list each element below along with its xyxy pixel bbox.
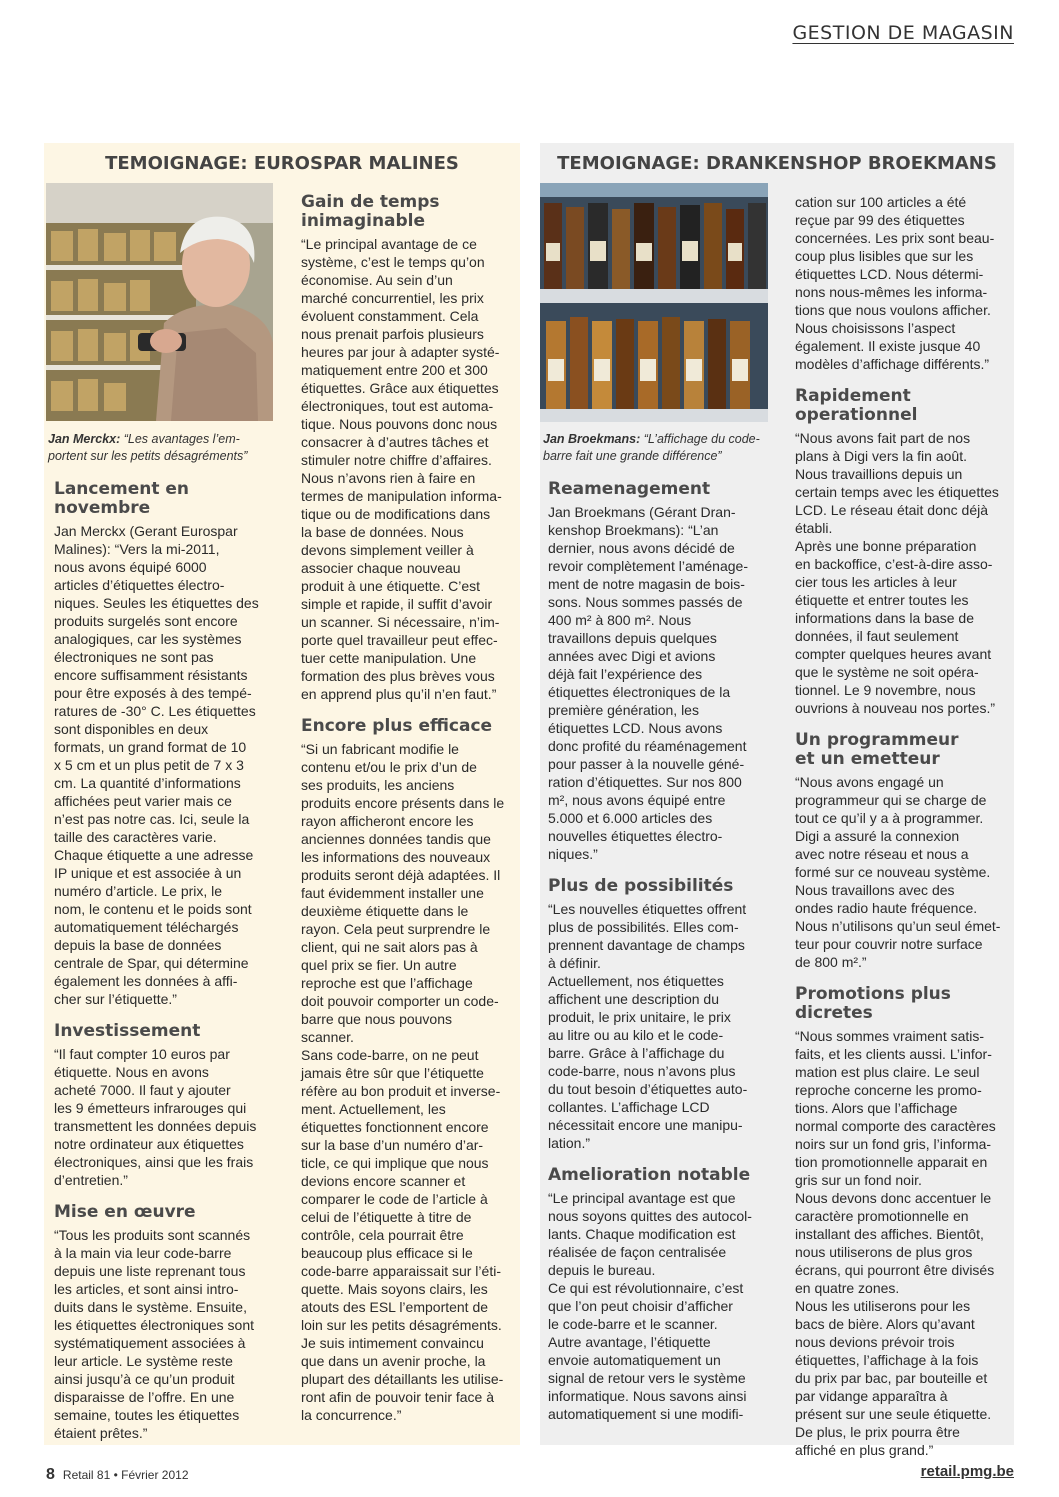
paragraph-reamenagement: Jan Broekmans (Gérant Dran- kenshop Broekmans): “L’an dernier, nous avons décidé de revoir complètement l’aménage- ment de notre magasin de bois- sons. Nous sommes passés de 400 m² à 800 m². Nous travaillons depuis quelques années avec Digi et avions déjà fait l’expérience des étiquettes électroniques de la première génération, les étiquettes LCD. Nous avons donc profité du réaménagement pour passer à la nouvelle géné- ration d’étiquettes. Sur nos 800 m², nous avons équipé entre 5.000 et 6.000 articles des nouvelles étiquettes électro- niques.” (548, 504, 748, 862)
section-label: GESTION DE MAGASIN (792, 22, 1014, 44)
panel-title: TEMOIGNAGE: EUROSPAR MALINES (105, 153, 459, 174)
left-column-1 (54, 480, 276, 1442)
heading-reamenagement: Reamenagement (548, 479, 711, 499)
paragraph-investissement: “Il faut compter 10 euros par étiquette. Nous en avons acheté 7000. Il faut y ajouter les 9 émetteurs infrarouges qui transmettent les données depuis notre ordinateur aux étiquettes électroniques, ainsi que les frais d’entretien.” (54, 1046, 257, 1188)
testimonial-drankenshop (540, 143, 1014, 1458)
heading-encore-plus-efficace: Encore plus efficace (301, 716, 493, 736)
paragraph-rapidement-operationnel: “Nous avons fait part de nos plans à Digi vers la fin août. Nous travaillions depuis un certain temps avec les étiquettes LCD. Le réseau était donc déjà établi. Après une bonne préparation en backoffice, c’est-à-dire asso- cier tous les articles à leur étiquette et entrer toutes les informations dans la base de données, il faut seulement compter quelques heures avant que le système ne soit opéra- tionnel. Le 9 novembre, nous ouvrions à nouveau nos portes.” (795, 430, 999, 716)
paragraph-lancement: Jan Merckx (Gerant Eurospar Malines): “Vers la mi-2011, nous avons équipé 6000 articles d’étiquettes électro- niques. Seules les étiquettes des produits surgelés sont encore analogiques, car les systèmes électroniques ne sont pas encore suffisamment résistants pour être exposés à des tempé- ratures de -30° C. Les étiquettes sont disponibles en deux formats, un grand format de 10 x 5 cm et un plus petit de 7 x 3 cm. La quantité d’informations affichées peut varier mais ce n’est pas notre cas. Ici, seule la taille des caractères varie. Chaque étiquette a une adresse IP unique et est associée à un numéro d’article. Le prix, le nom, le contenu et le poids sont automatiquement téléchargés depuis la base de données centrale de Spar, qui détermine également les données à affi- cher sur l’étiquette.” (54, 523, 259, 1007)
photo-store-manager (46, 183, 273, 421)
caption-quote: “Les avantages l’em- portent sur les petits désagréments” (48, 432, 248, 463)
paragraph-encore-plus-efficace: “Si un fabricant modifie le contenu et/ou le prix d’un de ses produits, les anciens produits encore présents dans le rayon afficheront encore les anciennes données tandis que les informations des nouveaux produits seront déjà adaptées. Il faut évidemment installer une deuxième étiquette dans le rayon. Cela peut surprendre le client, qui ne sait alors pas à quel prix se fier. Un autre reproche est que l’affichage doit pouvoir comporter un code- barre que nous pouvons scanner. Sans code-barre, on ne peut jamais être sûr que l’étiquette réfère au bon produit et inverse- ment. Actuellement, les étiquettes fonctionnent encore sur la base d’un numéro d’ar- ticle, ce qui implique que nous devions encore scanner et comparer le code de l’article à celui de l’étiquette à titre de contrôle, cela pourrait être beaucoup plus efficace si le code-barre apparaissait sur l’éti- quette. Mais soyons clairs, les atouts des ESL l’emportent de loin sur les petits désagréments. Je suis intimement convaincu que dans un avenir proche, la plupart des détaillants les utilise- ront afin de pouvoir tenir face à la concurrence.” (301, 741, 505, 1423)
paragraph-gain-de-temps: “Le principal avantage de ce système, c’est le temps qu’on économise. Au sein d’un marché concurrentiel, les prix évoluent constamment. Cela nous prenait parfois plusieurs heures par jour à adapter systé- matiquement entre 200 et 300 étiquettes. Grâce aux étiquettes électroniques, tout est automa- tique. Nous pouvons donc nous consacrer à d’autres tâches et stimuler notre chiffre d’affaires. Nous n’avons rien à faire en termes de manipulation informa- tique ou de modifications dans la base de données. Nous devons simplement veiller à associer chaque nouveau produit à une étiquette. C’est simple et rapide, il suffit d’avoir un scanner. Si nécessaire, n’im- porte quel travailleur peut effec- tuer cette manipulation. Une formation des plus brèves vous en apprend plus qu’il n’en faut.” (301, 236, 502, 702)
heading-plus-de-possibilites: Plus de possibilités (548, 876, 734, 896)
heading-rapidement-operationnel: Rapidement operationnel (795, 386, 918, 425)
testimonial-eurospar (44, 143, 520, 1445)
caption-name: Jan Merckx: (48, 432, 121, 446)
paragraph-amelioration-notable: “Le principal avantage est que nous soyons quittes des autocol- lants. Chaque modification est réalisée de façon centralisée depuis le bureau. Ce qui est révolutionnaire, c’est que l’on peut choisir d’afficher le code-barre et le scanner. Autre avantage, l’étiquette envoie automatiquement un signal de retour vers le système informatique. Nous savons ainsi automatiquement si une modifi- (548, 1190, 752, 1422)
paragraph-plus-de-possibilites: “Les nouvelles étiquettes offrent plus de possibilités. Elles com- prennent davantage de champs à définir. Actuellement, nos étiquettes affichent une description du produit, le prix unitaire, le prix au litre ou au kilo et le code- barre. Grâce à l’affichage du code-barre, nous n’avons plus du tout besoin d’étiquettes auto- collantes. L’affichage LCD nécessitait encore une manipu- lation.” (548, 901, 748, 1151)
photo-caption (48, 431, 276, 465)
issue-label: Retail 81 • Février 2012 (62, 1468, 189, 1482)
heading-gain-de-temps: Gain de temps inimaginable (301, 192, 440, 231)
paragraph-continuation: cation sur 100 articles a été reçue par 99 des étiquettes concernées. Les prix sont beau- coup plus lisibles que sur les étiquettes LCD. Nous détermi- nons nous-mêmes les informa- tions que nous voulons afficher. Nous choisissons l’aspect également. Il existe jusque 40 modèles d’affichage différents.” (795, 194, 995, 372)
paragraph-mise-en-oeuvre: “Tous les produits sont scannés à la main via leur code-barre depuis une liste reprenant tous les articles, et sont ainsi intro- duits dans le système. Ensuite, les étiquettes électroniques sont systématiquement associées à leur article. Le système reste ainsi jusqu’à ce qu’un produit disparaisse de l’offre. En une semaine, toutes les étiquettes étaient prêtes.” (54, 1227, 255, 1441)
left-column-2 (301, 193, 519, 1424)
page-number: 8 (46, 1466, 55, 1483)
paragraph-programmeur-emetteur: “Nous avons engagé un programmeur qui se charge de tout ce qu’il y a à programmer. Digi a assuré la connexion avec notre réseau et nous a formé sur ce nouveau système. Nous travaillons avec des ondes radio haute fréquence. Nous n’utilisons qu’un seul émet- teur pour couvrir notre surface de 800 m².” (795, 774, 1001, 970)
heading-investissement: Investissement (54, 1021, 201, 1041)
heading-amelioration-notable: Amelioration notable (548, 1165, 751, 1185)
heading-promotions: Promotions plus dicretes (795, 984, 951, 1023)
heading-programmeur-emetteur: Un programmeur et un emetteur (795, 730, 959, 769)
right-column-2 (795, 193, 1011, 1459)
heading-mise-en-oeuvre: Mise en œuvre (54, 1202, 196, 1222)
panel-title: TEMOIGNAGE: DRANKENSHOP BROEKMANS (557, 153, 997, 174)
photo-bottle-shelves (540, 183, 768, 422)
footer-website-link[interactable]: retail.pmg.be (920, 1463, 1014, 1480)
right-column-1 (548, 480, 770, 1423)
caption-quote: “L’affichage du code- barre fait une grande différence” (543, 432, 760, 463)
footer-issue (46, 1466, 189, 1484)
heading-lancement: Lancement en novembre (54, 479, 190, 518)
caption-name: Jan Broekmans: (543, 432, 641, 446)
photo-caption (543, 431, 771, 465)
paragraph-promotions: “Nous sommes vraiment satis- faits, et les clients aussi. L’infor- mation est plus claire. Le seul reproche concerne les promo- tions. Alors que l’affichage normal comporte des caractères noirs sur un fond gris, l’informa- tion promotionnelle apparait en gris sur un fond noir. Nous devons donc accentuer le caractère promotionnelle en installant des affiches. Bientôt, nous utiliserons de plus gros écrans, qui pourront être divisés en quatre zones. Nous les utiliserons pour les bacs de bière. Alors qu’avant nous devions prévoir trois étiquettes, l’affichage à la fois du prix par bac, par bouteille et par vidange apparaîtra à présent sur une seule étiquette. De plus, le prix pourra être affiché en plus grand.” (795, 1028, 996, 1458)
